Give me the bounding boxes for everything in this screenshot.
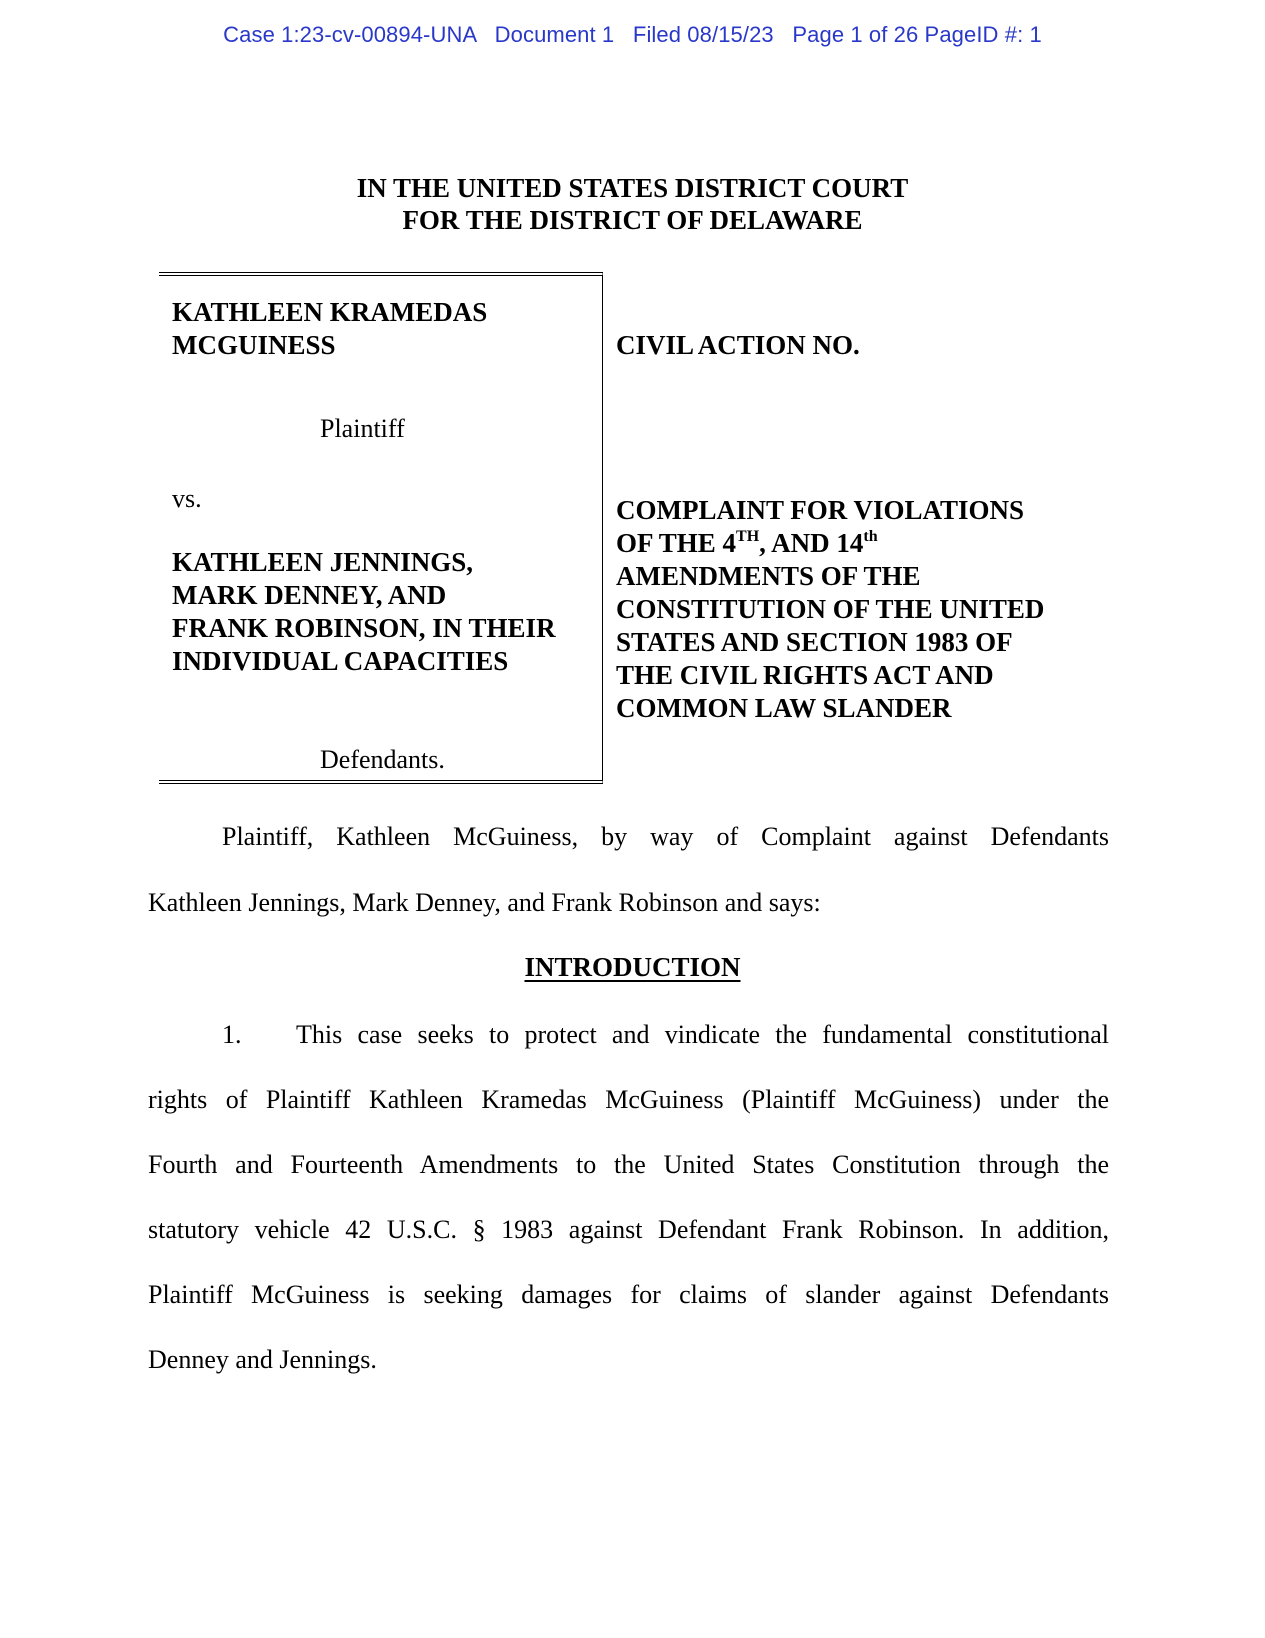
court-title-line-1: IN THE UNITED STATES DISTRICT COURT: [356, 173, 909, 203]
plaintiff-name: [172, 296, 487, 362]
defendant-names-line-1: KATHLEEN JENNINGS,: [172, 547, 474, 577]
complaint-title-line-2-part-a: OF THE 4: [616, 528, 737, 558]
intro-paragraph-line-1: Plaintiff, Kathleen McGuiness, by way of Complaint against Defendants: [222, 822, 1109, 851]
intro-paragraph-line-2: Kathleen Jennings, Mark Denney, and Frank Robinson and says:: [148, 888, 821, 917]
civil-action-number: CIVIL ACTION NO.: [616, 330, 860, 360]
paragraph-1-line-1-text: This case seeks to protect and vindicate the fundamental constitutional: [296, 1020, 1109, 1049]
defendant-names-line-3: FRANK ROBINSON, IN THEIR: [172, 613, 556, 643]
complaint-title-line-3: AMENDMENTS OF THE: [616, 561, 921, 591]
complaint-title-line-4: CONSTITUTION OF THE UNITED: [616, 594, 1045, 624]
paragraph-1-line-3: Fourth and Fourteenth Amendments to the United States Constitution through the: [148, 1150, 1109, 1179]
complaint-title-line-2-part-b: , AND 14: [759, 528, 864, 558]
complaint-title: [616, 494, 1044, 725]
superscript-th-lower: th: [863, 528, 878, 545]
complaint-title-line-2: [616, 527, 1044, 560]
plaintiff-name-line-2: MCGUINESS: [172, 330, 336, 360]
section-heading-introduction: INTRODUCTION: [524, 952, 741, 982]
paragraph-1-line-6: Denney and Jennings.: [148, 1345, 377, 1374]
complaint-title-line-7: COMMON LAW SLANDER: [616, 693, 952, 723]
plaintiff-label: Plaintiff: [320, 414, 405, 443]
paragraph-number: 1.: [222, 1020, 242, 1049]
plaintiff-name-line-1: KATHLEEN KRAMEDAS: [172, 297, 488, 327]
paragraph-1-line-1: [222, 1020, 1109, 1050]
paragraph-1-line-5: Plaintiff McGuiness is seeking damages for claims of slander against Defendants: [148, 1280, 1109, 1309]
defendant-names: [172, 546, 556, 678]
versus-label: vs.: [172, 484, 202, 513]
complaint-title-line-5: STATES AND SECTION 1983 OF: [616, 627, 1013, 657]
defendant-names-line-4: INDIVIDUAL CAPACITIES: [172, 646, 509, 676]
case-header-stamp: Case 1:23-cv-00894-UNA Document 1 Filed 08/15/23 Page 1 of 26 PageID #: 1: [223, 22, 1042, 47]
complaint-title-line-1: COMPLAINT FOR VIOLATIONS: [616, 495, 1025, 525]
complaint-title-line-6: THE CIVIL RIGHTS ACT AND: [616, 660, 994, 690]
paragraph-1-line-4: statutory vehicle 42 U.S.C. § 1983 against Defendant Frank Robinson. In addition,: [148, 1215, 1109, 1244]
defendants-label: Defendants.: [320, 745, 445, 774]
defendant-names-line-2: MARK DENNEY, AND: [172, 580, 447, 610]
superscript-th-upper: TH: [736, 528, 760, 545]
court-title-line-2: FOR THE DISTRICT OF DELAWARE: [402, 205, 863, 235]
paragraph-1-line-2: rights of Plaintiff Kathleen Kramedas McGuiness (Plaintiff McGuiness) under the: [148, 1085, 1109, 1114]
court-title: [0, 172, 1265, 236]
